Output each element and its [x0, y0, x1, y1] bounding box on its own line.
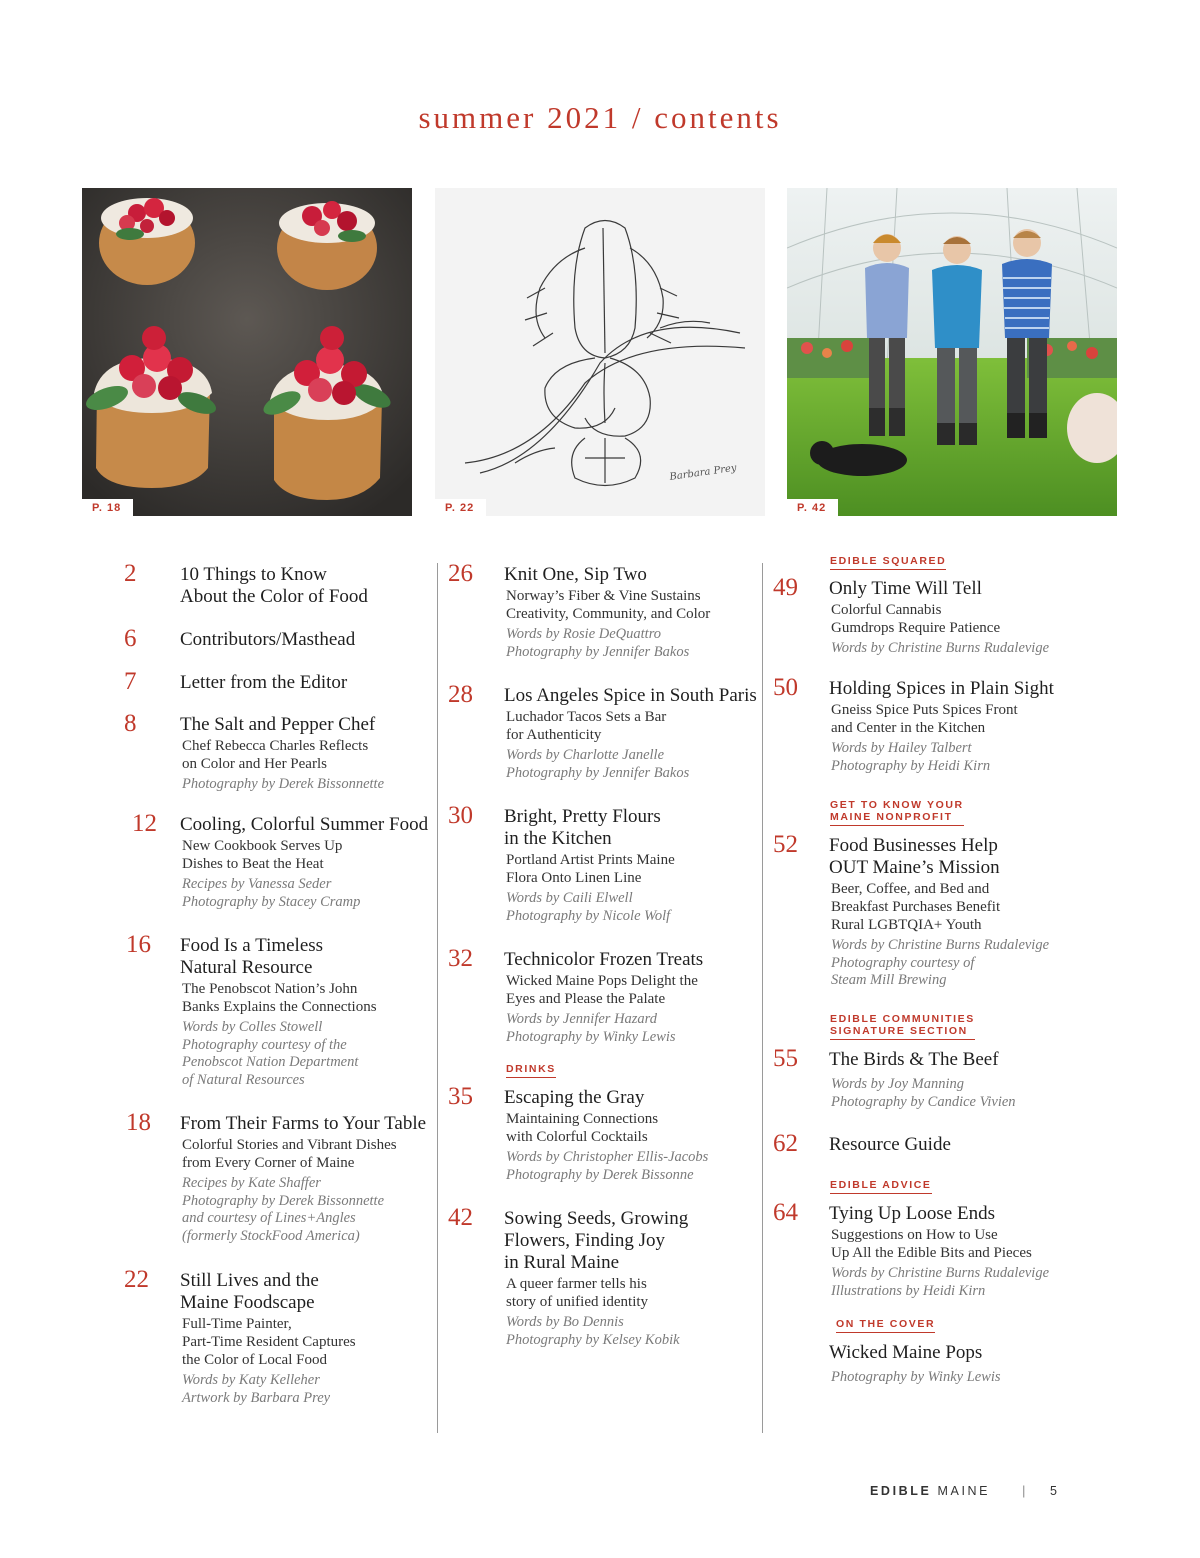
article-subtitle: Portland Artist Prints Maine Flora Onto Linen Line — [506, 852, 675, 886]
page-number: 16 — [126, 931, 151, 958]
toc-entry[interactable] — [773, 1199, 1050, 1300]
section-tag: EDIBLE SQUARED — [830, 555, 946, 570]
article-credits: Photography by Winky Lewis — [831, 1369, 1001, 1385]
page-number: 12 — [132, 810, 157, 837]
section-tag: GET TO KNOW YOUR MAINE NONPROFIT — [830, 799, 964, 826]
toc-entry[interactable] — [448, 1204, 689, 1349]
page-title: summer 2021 / contents — [418, 100, 782, 135]
page-number: 7 — [124, 668, 137, 695]
artist-signature: Barbara Prey — [668, 462, 738, 483]
article-title: Holding Spices in Plain Sight — [829, 678, 1054, 699]
section-tag: EDIBLE ADVICE — [830, 1179, 932, 1194]
toc-entry[interactable] — [773, 831, 1050, 990]
page-ref-tag: P. 22 — [435, 499, 486, 516]
article-credits: Words by Christine Burns Rudalevige Photography courtesy of Steam Mill Brewing — [831, 937, 1050, 988]
article-subtitle: New Cookbook Serves Up Dishes to Beat the Heat — [182, 838, 343, 872]
article-subtitle: Full-Time Painter, Part-Time Resident Captures the Color of Local Food — [182, 1316, 356, 1368]
page-ref-tag: P. 42 — [787, 499, 838, 516]
page-number: 62 — [773, 1130, 798, 1157]
article-title: Tying Up Loose Ends — [829, 1203, 995, 1224]
article-title: Knit One, Sip Two — [504, 564, 647, 585]
footer-region: MAINE — [937, 1484, 991, 1498]
page-number: 28 — [448, 681, 473, 708]
toc-entry[interactable] — [124, 1266, 356, 1407]
page-number: 2 — [124, 560, 137, 587]
article-credits: Recipes by Vanessa Seder Photography by Stacey Cramp — [182, 876, 361, 910]
article-subtitle: The Penobscot Nation’s John Banks Explains the Connections — [182, 981, 377, 1015]
article-title: Cooling, Colorful Summer Food — [180, 814, 429, 835]
article-title: Contributors/Masthead — [180, 629, 356, 650]
article-subtitle: Colorful Stories and Vibrant Dishes from Every Corner of Maine — [182, 1137, 397, 1171]
toc-entry[interactable] — [773, 1045, 1016, 1111]
footer-brand: EDIBLE — [870, 1484, 932, 1498]
page-ref-tag: P. 18 — [82, 499, 133, 516]
footer-page-number: 5 — [1049, 1484, 1060, 1498]
article-subtitle: Chef Rebecca Charles Reflects on Color and Her Pearls — [182, 738, 369, 772]
article-title: Los Angeles Spice in South Paris — [504, 685, 757, 706]
article-title: Technicolor Frozen Treats — [504, 949, 704, 970]
article-subtitle: Luchador Tacos Sets a Bar for Authenticity — [506, 709, 667, 743]
article-title: Letter from the Editor — [180, 672, 348, 693]
article-title: Food Businesses Help OUT Maine’s Mission — [829, 835, 1000, 878]
section-tag: ON THE COVER — [836, 1318, 935, 1333]
article-credits: Photography by Derek Bissonnette — [182, 776, 385, 792]
strawberry-crostini-photo — [82, 188, 412, 516]
article-credits: Words by Caili Elwell Photography by Nicole Wolf — [506, 890, 671, 924]
article-subtitle: Norway’s Fiber & Vine Sustains Creativity, Community, and Color — [506, 588, 711, 622]
article-subtitle: Gneiss Spice Puts Spices Front and Center in the Kitchen — [831, 702, 1018, 736]
page-number: 18 — [126, 1109, 151, 1136]
page-number: 6 — [124, 625, 137, 652]
article-title: Still Lives and the Maine Foodscape — [180, 1270, 319, 1313]
page-number: 32 — [448, 945, 473, 972]
column-divider — [762, 563, 763, 1433]
article-title: From Their Farms to Your Table — [180, 1113, 427, 1134]
article-title: The Birds & The Beef — [829, 1049, 999, 1070]
article-title: Resource Guide — [829, 1134, 951, 1155]
page-number: 52 — [773, 831, 798, 858]
article-credits: Words by Charlotte Janelle Photography by Jennifer Bakos — [506, 747, 690, 781]
page-number: 55 — [773, 1045, 798, 1072]
article-subtitle: Wicked Maine Pops Delight the Eyes and Please the Palate — [506, 973, 698, 1007]
page-number: 64 — [773, 1199, 798, 1226]
article-credits: Recipes by Kate Shaffer Photography by Derek Bissonnette and courtesy of Lines+Angles (formerly StockFood America) — [182, 1175, 385, 1244]
toc-entry[interactable] — [124, 668, 348, 695]
toc-entry[interactable] — [126, 1109, 427, 1245]
column-divider — [437, 563, 438, 1433]
toc-entry[interactable] — [773, 1130, 951, 1157]
toc-entry[interactable] — [829, 1342, 1001, 1387]
article-title: Escaping the Gray — [504, 1087, 645, 1108]
article-title: Wicked Maine Pops — [829, 1342, 983, 1363]
article-credits: Words by Rosie DeQuattro Photography by Jennifer Bakos — [506, 626, 690, 660]
article-title: Food Is a Timeless Natural Resource — [180, 935, 324, 978]
article-credits: Words by Christine Burns Rudalevige Illustrations by Heidi Kirn — [831, 1265, 1050, 1299]
article-credits: Words by Colles Stowell Photography courtesy of the Penobscot Nation Department of Natural Resources — [182, 1019, 359, 1088]
article-subtitle: Beer, Coffee, and Bed and Breakfast Purchases Benefit Rural LGBTQIA+ Youth — [831, 881, 1001, 933]
article-title: Sowing Seeds, Growing Flowers, Finding Joy in Rural Maine — [504, 1208, 689, 1273]
page-number: 42 — [448, 1204, 473, 1231]
article-title: 10 Things to Know About the Color of Food — [180, 564, 368, 607]
page-number: 35 — [448, 1083, 473, 1110]
toc-entry[interactable] — [124, 560, 368, 608]
article-title: Only Time Will Tell — [829, 578, 982, 599]
toc-entry[interactable] — [773, 574, 1050, 658]
page-number: 26 — [448, 560, 473, 587]
toc-entry[interactable] — [448, 1083, 709, 1184]
toc-entry[interactable] — [132, 810, 429, 911]
page-number: 8 — [124, 710, 137, 737]
article-title: The Salt and Pepper Chef — [180, 714, 376, 735]
article-credits: Words by Katy Kelleher Artwork by Barbara Prey — [182, 1372, 331, 1406]
page-number: 50 — [773, 674, 798, 701]
article-credits: Words by Jennifer Hazard Photography by Winky Lewis — [506, 1011, 676, 1045]
article-subtitle: Suggestions on How to Use Up All the Edible Bits and Pieces — [831, 1227, 1032, 1261]
page-number: 22 — [124, 1266, 149, 1293]
article-subtitle: Colorful Cannabis Gumdrops Require Patience — [831, 602, 1001, 636]
section-tag: EDIBLE COMMUNITIES SIGNATURE SECTION — [830, 1013, 975, 1040]
toc-entry[interactable] — [124, 625, 356, 652]
article-subtitle: A queer farmer tells his story of unified identity — [506, 1276, 649, 1310]
article-title: Bright, Pretty Flours in the Kitchen — [504, 806, 661, 849]
article-credits: Words by Christopher Ellis-Jacobs Photography by Derek Bissonne — [506, 1149, 709, 1183]
toc-entry[interactable] — [773, 674, 1054, 775]
article-credits: Words by Bo Dennis Photography by Kelsey Kobik — [506, 1314, 680, 1348]
toc-entry[interactable] — [448, 802, 675, 925]
article-credits: Words by Hailey Talbert Photography by Heidi Kirn — [831, 740, 991, 774]
page-number: 49 — [773, 574, 798, 601]
article-credits: Words by Joy Manning Photography by Candice Vivien — [831, 1076, 1016, 1110]
lobster-line-drawing — [435, 188, 765, 516]
article-subtitle: Maintaining Connections with Colorful Cocktails — [506, 1111, 659, 1145]
footer-separator: | — [1022, 1484, 1028, 1498]
section-tag: DRINKS — [506, 1063, 556, 1078]
farmers-greenhouse-photo — [787, 188, 1117, 516]
toc-entry[interactable] — [448, 945, 704, 1046]
page-footer — [870, 1484, 1060, 1498]
toc-entry[interactable] — [124, 710, 385, 794]
toc-entry[interactable] — [448, 560, 711, 661]
page-number: 30 — [448, 802, 473, 829]
toc-entry[interactable] — [126, 931, 377, 1089]
article-credits: Words by Christine Burns Rudalevige — [831, 640, 1050, 656]
toc-entry[interactable] — [448, 681, 757, 782]
